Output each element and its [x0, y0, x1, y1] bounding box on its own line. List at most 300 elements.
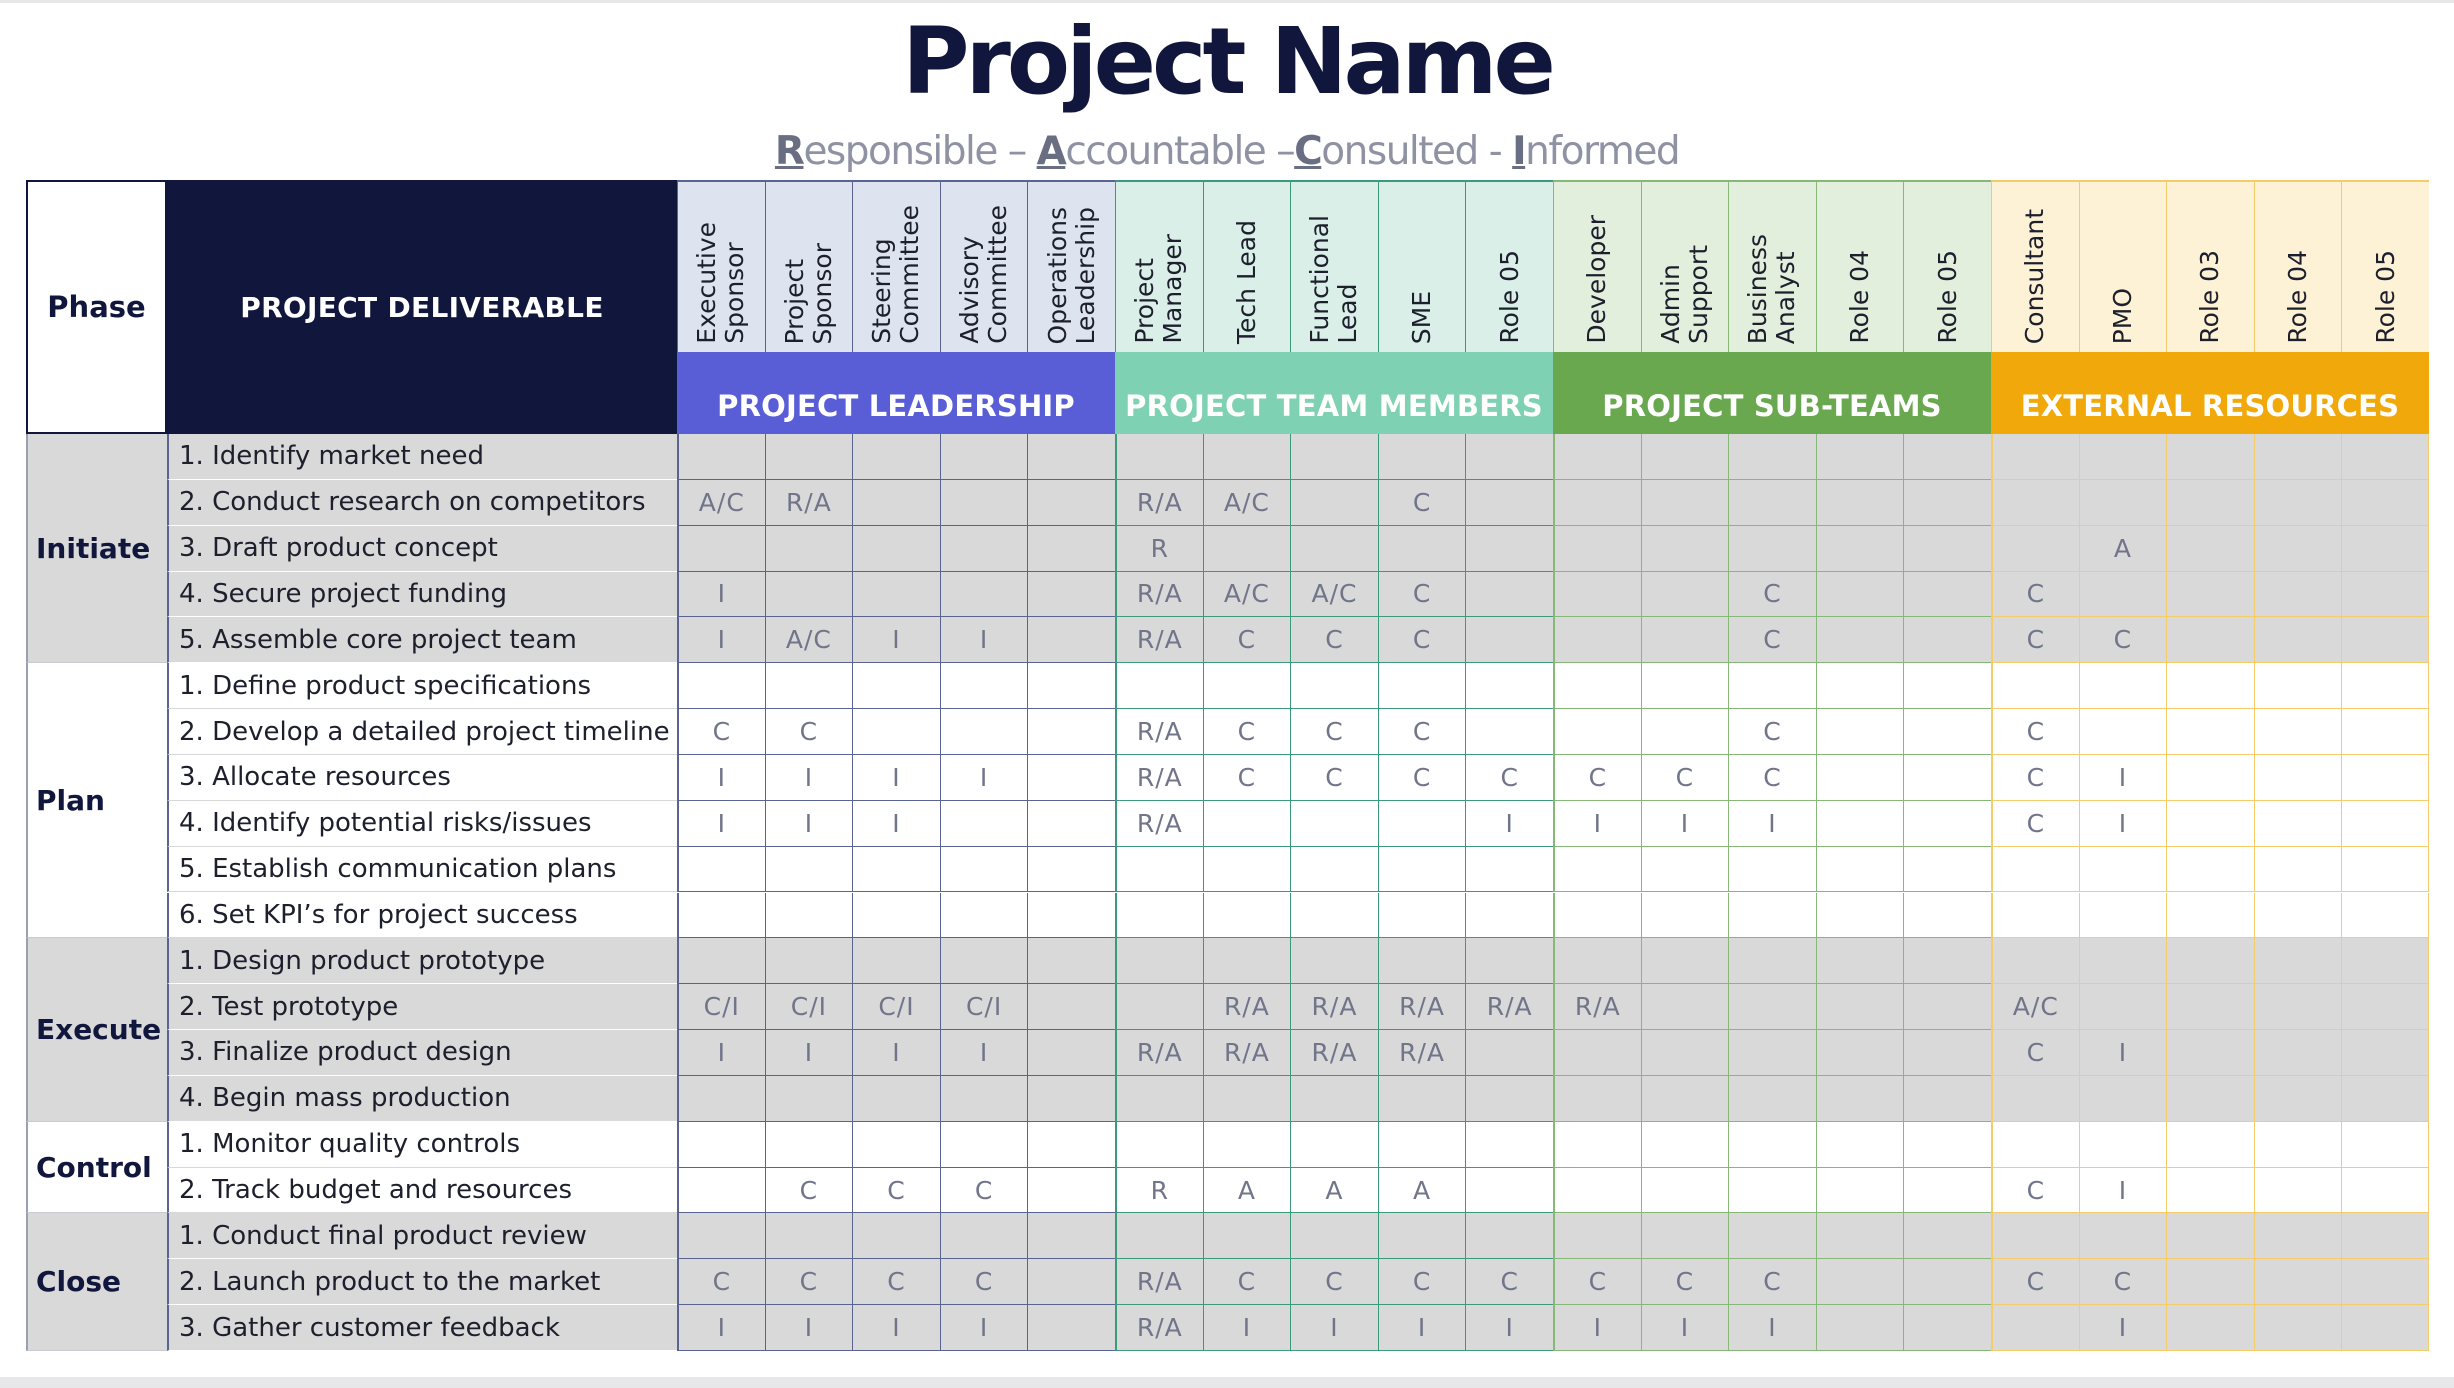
raci-cell [1903, 709, 1991, 755]
raci-cell: C [2079, 1259, 2167, 1305]
raci-cell [2079, 709, 2167, 755]
role-label: Role 05 [1932, 250, 1962, 344]
raci-cell [1115, 434, 1203, 480]
raci-cell: R/A [1553, 984, 1641, 1030]
raci-cell: C [1991, 801, 2079, 847]
raci-cell: R/A [1465, 984, 1553, 1030]
raci-cell [2341, 938, 2429, 984]
raci-cell [1203, 526, 1291, 572]
role-label: Admin Support [1655, 245, 1713, 344]
raci-cell: I [1728, 801, 1816, 847]
raci-cell [2254, 617, 2342, 663]
role-label: Role 04 [1845, 250, 1875, 344]
role-label: Functional Lead [1305, 215, 1363, 344]
raci-cell [1728, 1030, 1816, 1076]
raci-cell: C [677, 1259, 765, 1305]
raci-cell [2254, 801, 2342, 847]
raci-cell [1641, 1213, 1729, 1259]
raci-cell [677, 938, 765, 984]
raci-cell [1553, 1213, 1641, 1259]
role-header-3-3 [2254, 180, 2342, 352]
role-label: Role 04 [2283, 250, 2313, 344]
raci-cell: C [1378, 480, 1466, 526]
raci-cell [852, 526, 940, 572]
role-header-3-1 [2079, 180, 2167, 352]
raci-cell: I [765, 755, 853, 801]
raci-cell [1641, 938, 1729, 984]
raci-cell [940, 526, 1028, 572]
group-header-2: PROJECT SUB-TEAMS [1553, 352, 1991, 434]
phase-label-plan: Plan [26, 663, 167, 938]
raci-cell: C [1991, 617, 2079, 663]
raci-cell [1465, 526, 1553, 572]
raci-cell [1728, 663, 1816, 709]
raci-cell [1290, 1122, 1378, 1168]
raci-cell [1115, 938, 1203, 984]
raci-cell: I [940, 617, 1028, 663]
raci-cell [2341, 1259, 2429, 1305]
raci-cell [1465, 663, 1553, 709]
raci-cell [2166, 1076, 2254, 1122]
raci-cell [1641, 1076, 1729, 1122]
deliverable-row: 2. Track budget and resources [167, 1168, 677, 1214]
raci-cell [1553, 480, 1641, 526]
raci-cell [2254, 1213, 2342, 1259]
raci-cell [2166, 1168, 2254, 1214]
raci-cell [2341, 1168, 2429, 1214]
raci-cell: R [1115, 526, 1203, 572]
raci-cell [677, 1122, 765, 1168]
raci-cell [1027, 1076, 1115, 1122]
raci-cell [940, 434, 1028, 480]
raci-cell [2254, 893, 2342, 939]
raci-cell: A/C [1203, 480, 1291, 526]
raci-cell: C [940, 1259, 1028, 1305]
raci-cell [1991, 847, 2079, 893]
raci-cell [1115, 893, 1203, 939]
raci-cell: R/A [1115, 572, 1203, 618]
phase-label-initiate: Initiate [26, 434, 167, 663]
raci-cell [1027, 434, 1115, 480]
raci-cell: R/A [1115, 1259, 1203, 1305]
raci-cell [677, 526, 765, 572]
raci-cell [852, 938, 940, 984]
raci-cell: C [1290, 709, 1378, 755]
raci-cell [1816, 1076, 1904, 1122]
raci-cell [765, 893, 853, 939]
role-header-1-1 [1203, 180, 1291, 352]
role-header-0-4 [1027, 180, 1115, 352]
raci-cell [1728, 1213, 1816, 1259]
role-label: SME [1407, 290, 1437, 344]
raci-cell [1903, 1259, 1991, 1305]
raci-cell [1903, 1076, 1991, 1122]
raci-cell [2341, 1213, 2429, 1259]
raci-cell [1115, 663, 1203, 709]
raci-cell [2079, 847, 2167, 893]
raci-cell [1115, 1213, 1203, 1259]
deliverable-row: 3. Finalize product design [167, 1030, 677, 1076]
deliverable-row: 1. Conduct final product review [167, 1213, 677, 1259]
raci-cell [1903, 1168, 1991, 1214]
raci-cell [1641, 663, 1729, 709]
raci-cell [2254, 1168, 2342, 1214]
role-label: Operations Leadership [1042, 206, 1100, 344]
raci-cell [1465, 1213, 1553, 1259]
role-header-1-2 [1290, 180, 1378, 352]
raci-cell [1641, 1122, 1729, 1168]
raci-cell [2079, 893, 2167, 939]
raci-cell: A [1203, 1168, 1291, 1214]
raci-cell [2166, 938, 2254, 984]
raci-cell [2166, 1122, 2254, 1168]
raci-cell [1378, 663, 1466, 709]
role-header-0-3 [940, 180, 1028, 352]
raci-cell: I [1378, 1305, 1466, 1351]
raci-cell [2254, 1305, 2342, 1351]
raci-cell [1553, 709, 1641, 755]
raci-cell [1641, 434, 1729, 480]
raci-cell [2166, 663, 2254, 709]
raci-cell [2166, 572, 2254, 618]
role-label: Business Analyst [1743, 233, 1801, 344]
deliverable-column-header: PROJECT DELIVERABLE [167, 180, 677, 434]
raci-cell: I [677, 1030, 765, 1076]
raci-cell [2254, 709, 2342, 755]
raci-cell [1816, 617, 1904, 663]
legend-r-text: esponsible – [803, 129, 1037, 174]
raci-cell [765, 663, 853, 709]
raci-cell [2079, 663, 2167, 709]
raci-cell [1816, 434, 1904, 480]
raci-cell: C [1465, 1259, 1553, 1305]
raci-cell [1290, 1076, 1378, 1122]
raci-cell: A [1378, 1168, 1466, 1214]
raci-cell [2079, 1122, 2167, 1168]
role-label: Executive Sponsor [692, 222, 750, 344]
raci-cell [765, 1213, 853, 1259]
raci-cell [852, 893, 940, 939]
raci-cell [1553, 1076, 1641, 1122]
raci-cell [1203, 847, 1291, 893]
raci-cell: I [2079, 1168, 2167, 1214]
raci-cell [1903, 893, 1991, 939]
raci-cell: R/A [1378, 1030, 1466, 1076]
role-header-0-2 [852, 180, 940, 352]
role-header-0-1 [765, 180, 853, 352]
raci-cell [1728, 1168, 1816, 1214]
raci-cell: C [765, 709, 853, 755]
raci-cell [1816, 572, 1904, 618]
role-header-1-0 [1115, 180, 1203, 352]
deliverable-row: 1. Monitor quality controls [167, 1122, 677, 1168]
raci-cell [2254, 1030, 2342, 1076]
raci-cell: I [1290, 1305, 1378, 1351]
role-header-3-2 [2166, 180, 2254, 352]
raci-cell: R/A [1115, 801, 1203, 847]
raci-cell [2079, 1213, 2167, 1259]
deliverable-row: 2. Launch product to the market [167, 1259, 677, 1305]
legend-c-initial: C [1294, 129, 1322, 174]
raci-cell [940, 572, 1028, 618]
role-label: Steering Committee [867, 205, 925, 344]
raci-cell [1027, 984, 1115, 1030]
role-label: Consultant [2020, 208, 2050, 344]
raci-cell [1027, 1213, 1115, 1259]
raci-cell [1203, 893, 1291, 939]
deliverable-row: 2. Conduct research on competitors [167, 480, 677, 526]
raci-cell: R/A [765, 480, 853, 526]
raci-cell [1903, 617, 1991, 663]
raci-cell [1728, 1076, 1816, 1122]
raci-cell: C [1991, 1030, 2079, 1076]
raci-cell [1553, 938, 1641, 984]
raci-cell [852, 709, 940, 755]
raci-cell: I [852, 617, 940, 663]
raci-cell [1816, 1259, 1904, 1305]
raci-cell: C [1641, 1259, 1729, 1305]
raci-cell [940, 1076, 1028, 1122]
raci-cell: A/C [1991, 984, 2079, 1030]
raci-cell [940, 1213, 1028, 1259]
deliverable-row: 6. Set KPI’s for project success [167, 893, 677, 939]
raci-cell [2254, 1259, 2342, 1305]
raci-cell [1641, 480, 1729, 526]
raci-cell [677, 1168, 765, 1214]
top-border [0, 0, 2454, 3]
raci-cell [1991, 1122, 2079, 1168]
raci-cell: A/C [765, 617, 853, 663]
role-label: PMO [2107, 287, 2137, 344]
deliverable-row: 3. Draft product concept [167, 526, 677, 572]
raci-cell [1903, 434, 1991, 480]
raci-cell [2341, 663, 2429, 709]
raci-cell: A/C [1290, 572, 1378, 618]
raci-cell [1991, 893, 2079, 939]
raci-cell: C [1378, 572, 1466, 618]
deliverable-row: 3. Allocate resources [167, 755, 677, 801]
deliverable-row: 3. Gather customer feedback [167, 1305, 677, 1351]
raci-cell [1290, 893, 1378, 939]
legend-a-text: ccountable – [1065, 129, 1295, 174]
raci-cell [1641, 617, 1729, 663]
raci-cell [2341, 434, 2429, 480]
raci-cell: C [1465, 755, 1553, 801]
legend-r-initial: R [774, 129, 804, 174]
raci-legend [0, 124, 2454, 180]
raci-cell [1027, 1122, 1115, 1168]
deliverable-row: 1. Define product specifications [167, 663, 677, 709]
raci-cell [1290, 480, 1378, 526]
raci-cell [1553, 526, 1641, 572]
raci-cell [1816, 1305, 1904, 1351]
role-header-1-3 [1378, 180, 1466, 352]
raci-cell [2166, 801, 2254, 847]
raci-cell: I [765, 801, 853, 847]
role-label: Project Sponsor [779, 242, 837, 344]
raci-cell [1816, 847, 1904, 893]
deliverable-row: 5. Assemble core project team [167, 617, 677, 663]
raci-cell: I [1203, 1305, 1291, 1351]
raci-cell [1816, 755, 1904, 801]
raci-cell [852, 847, 940, 893]
raci-cell [1027, 617, 1115, 663]
raci-cell [1728, 938, 1816, 984]
raci-cell: C [1991, 1259, 2079, 1305]
raci-cell [1816, 526, 1904, 572]
raci-cell: R/A [1115, 709, 1203, 755]
raci-cell: C [1290, 1259, 1378, 1305]
role-label: Tech Lead [1231, 220, 1261, 344]
raci-cell: I [852, 1305, 940, 1351]
raci-cell [1465, 434, 1553, 480]
raci-cell [940, 663, 1028, 709]
raci-cell [1641, 526, 1729, 572]
raci-cell [765, 572, 853, 618]
raci-cell: A [2079, 526, 2167, 572]
raci-cell [1991, 434, 2079, 480]
raci-cell [677, 893, 765, 939]
raci-cell [1816, 801, 1904, 847]
raci-cell [1641, 1168, 1729, 1214]
raci-cell: I [2079, 1305, 2167, 1351]
raci-cell [1203, 434, 1291, 480]
raci-cell [2341, 801, 2429, 847]
raci-cell [1991, 938, 2079, 984]
raci-cell [940, 938, 1028, 984]
raci-cell: C [1991, 709, 2079, 755]
deliverable-row: 5. Establish communication plans [167, 847, 677, 893]
role-label: Advisory Committee [955, 205, 1013, 344]
role-header-0-0 [677, 180, 765, 352]
raci-cell [2254, 480, 2342, 526]
raci-cell: I [677, 801, 765, 847]
raci-cell [1641, 984, 1729, 1030]
role-label: Developer [1582, 215, 1612, 344]
raci-cell [1203, 1122, 1291, 1168]
raci-cell: I [765, 1305, 853, 1351]
raci-cell [940, 1122, 1028, 1168]
raci-cell [1027, 1305, 1115, 1351]
raci-cell [1027, 847, 1115, 893]
raci-cell [1027, 801, 1115, 847]
raci-cell: C/I [765, 984, 853, 1030]
raci-cell: C [1728, 572, 1816, 618]
role-header-1-4 [1465, 180, 1553, 352]
raci-cell [1027, 755, 1115, 801]
raci-cell [1290, 434, 1378, 480]
raci-cell [677, 1076, 765, 1122]
raci-cell [1728, 1122, 1816, 1168]
raci-cell [1816, 893, 1904, 939]
legend-i-initial: I [1512, 129, 1526, 174]
raci-cell: R/A [1203, 1030, 1291, 1076]
raci-cell: R/A [1203, 984, 1291, 1030]
raci-cell [1903, 938, 1991, 984]
raci-cell [1378, 434, 1466, 480]
raci-cell [2166, 847, 2254, 893]
raci-cell [1465, 938, 1553, 984]
bottom-border [0, 1377, 2454, 1388]
raci-cell: R [1115, 1168, 1203, 1214]
page-title: Project Name [902, 8, 1552, 115]
role-header-2-1 [1641, 180, 1729, 352]
raci-cell [2166, 480, 2254, 526]
raci-cell [1290, 526, 1378, 572]
raci-cell: I [852, 755, 940, 801]
raci-cell [2166, 526, 2254, 572]
role-label: Role 05 [1494, 250, 1524, 344]
phase-label-control: Control [26, 1122, 167, 1214]
raci-cell: I [765, 1030, 853, 1076]
raci-cell [2341, 709, 2429, 755]
raci-cell [677, 1213, 765, 1259]
deliverable-row: 2. Develop a detailed project timeline [167, 709, 677, 755]
raci-cell: I [1465, 801, 1553, 847]
raci-cell: C [1378, 617, 1466, 663]
raci-cell: C [1553, 755, 1641, 801]
raci-cell [1903, 1305, 1991, 1351]
raci-cell [1290, 801, 1378, 847]
raci-cell: C/I [940, 984, 1028, 1030]
raci-cell [1378, 893, 1466, 939]
deliverable-row: 4. Secure project funding [167, 572, 677, 618]
raci-cell [1903, 663, 1991, 709]
raci-cell [1465, 1122, 1553, 1168]
raci-cell [2254, 1122, 2342, 1168]
raci-cell: R/A [1378, 984, 1466, 1030]
raci-cell [1203, 801, 1291, 847]
raci-cell: C [1378, 755, 1466, 801]
raci-cell [1378, 1076, 1466, 1122]
raci-cell [1553, 893, 1641, 939]
raci-cell: I [1641, 801, 1729, 847]
raci-cell [2166, 893, 2254, 939]
raci-cell: C [677, 709, 765, 755]
raci-cell [1378, 1122, 1466, 1168]
raci-cell [1641, 847, 1729, 893]
raci-cell [2254, 434, 2342, 480]
raci-cell [1728, 480, 1816, 526]
raci-cell: C [1378, 1259, 1466, 1305]
raci-cell [1115, 847, 1203, 893]
raci-cell: C [1991, 1168, 2079, 1214]
role-label: Role 03 [2195, 250, 2225, 344]
raci-cell [1027, 572, 1115, 618]
raci-cell [2079, 984, 2167, 1030]
raci-cell: C [1728, 617, 1816, 663]
phase-label-close: Close [26, 1213, 167, 1351]
raci-cell [1991, 526, 2079, 572]
raci-cell [1465, 617, 1553, 663]
raci-cell [1903, 847, 1991, 893]
role-header-3-4 [2341, 180, 2429, 352]
deliverable-row: 2. Test prototype [167, 984, 677, 1030]
raci-cell: R/A [1115, 1305, 1203, 1351]
raci-cell [940, 709, 1028, 755]
raci-cell: I [677, 755, 765, 801]
raci-cell [2254, 938, 2342, 984]
deliverable-row: 1. Identify market need [167, 434, 677, 480]
raci-cell [2254, 663, 2342, 709]
raci-cell: I [2079, 755, 2167, 801]
raci-cell: I [852, 1030, 940, 1076]
raci-cell [1903, 526, 1991, 572]
raci-cell [1641, 893, 1729, 939]
raci-cell [1027, 1030, 1115, 1076]
raci-cell [1465, 847, 1553, 893]
role-header-2-4 [1903, 180, 1991, 352]
